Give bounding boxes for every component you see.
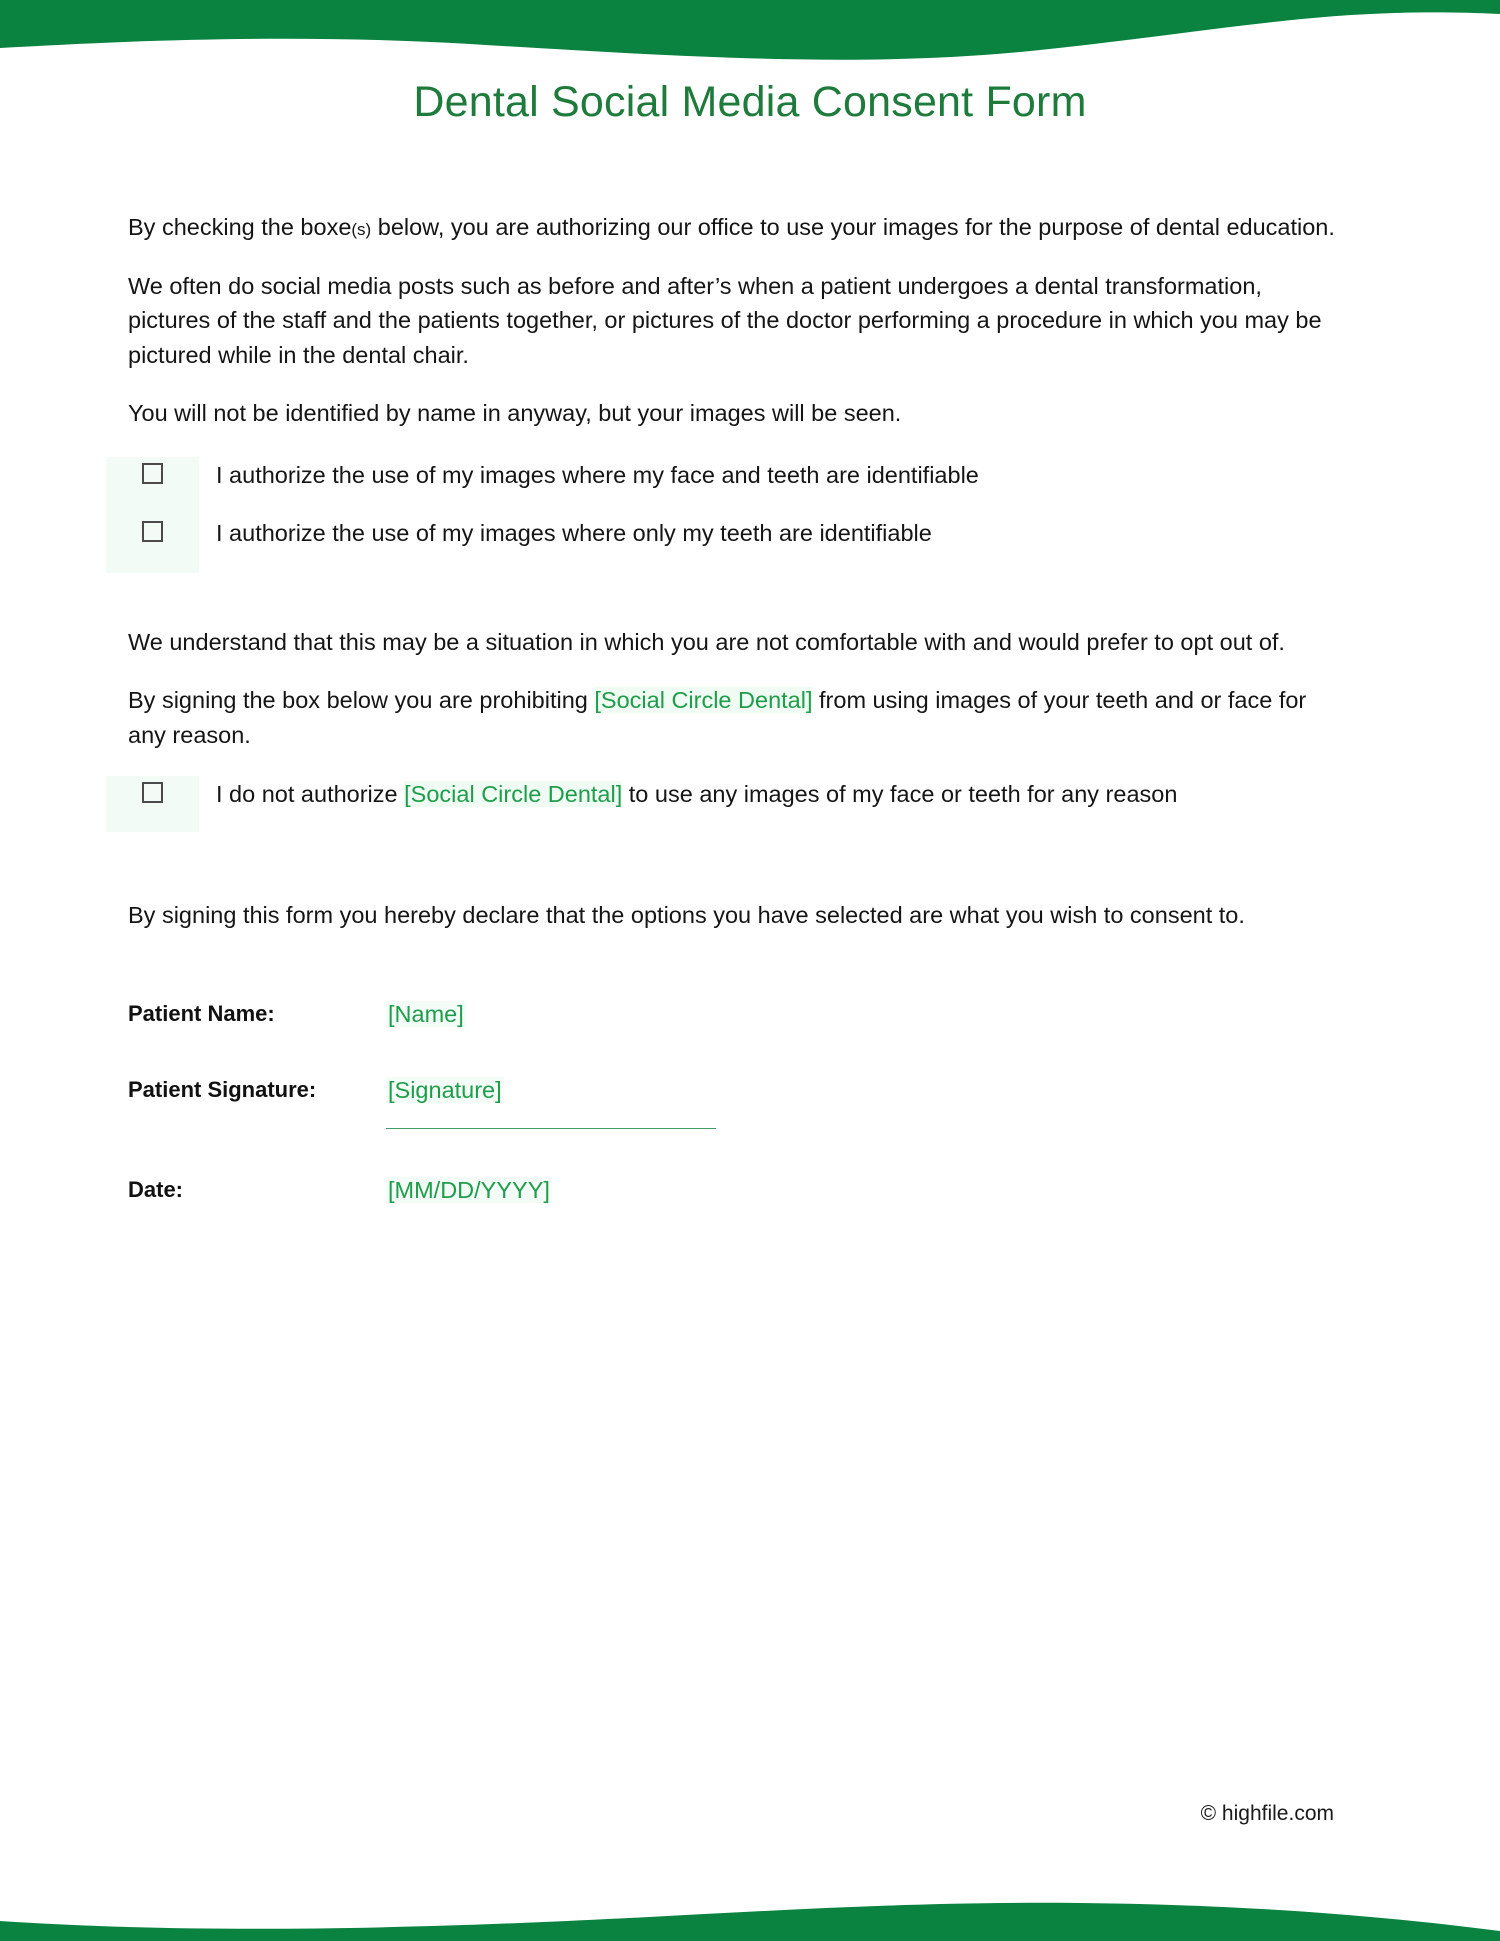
footer-copyright: © highfile.com [1200, 1802, 1334, 1825]
optout-label-before: I do not authorize [216, 781, 405, 808]
section-spacer [128, 858, 1336, 898]
consent-option-label-1: I authorize the use of my images where my face and teeth are identifiable [216, 461, 979, 488]
consent-option-label-2: I authorize the use of my images where only my teeth are identifiable [216, 519, 932, 546]
patient-signature-row [128, 1075, 1336, 1129]
checkbox-unchecked-icon[interactable] [142, 521, 163, 542]
checkbox-unchecked-icon[interactable] [142, 782, 163, 803]
optout-option-group [128, 776, 1336, 832]
checkbox-cell [128, 457, 216, 484]
date-field[interactable] [386, 1175, 716, 1206]
intro-p1-before: By checking the boxe [128, 214, 352, 240]
intro-paragraph-2: We often do social media posts such as before and after’s when a patient undergoes a dental transformation, pictures of the staff and the patients together, or pictures of the doctor performing a procedure in which you may be pictured while in the dental chair. [128, 272, 1322, 368]
optout-option-label [216, 776, 1177, 811]
page-title: Dental Social Media Consent Form [413, 78, 1087, 126]
practice-name-token: [Social Circle Dental] [594, 687, 813, 714]
patient-name-label: Patient Name: [128, 1000, 275, 1026]
optout-option-row[interactable] [128, 776, 1336, 832]
signature-underline [386, 1128, 716, 1130]
optout-label-after: to use any images of my face or teeth for any reason [622, 781, 1178, 808]
closing-paragraph: By signing this form you hereby declare that the options you have selected are what you wish to consent to. [128, 902, 1245, 929]
bottom-wave-decoration [0, 1851, 1500, 1941]
checkbox-cell [128, 776, 216, 803]
date-row [128, 1175, 1336, 1206]
checkbox-cell [128, 515, 216, 542]
consent-option-row-2[interactable] [128, 515, 1336, 573]
patient-signature-value[interactable]: [Signature] [388, 1077, 502, 1104]
top-wave-decoration [0, 0, 1500, 60]
patient-signature-field[interactable] [386, 1075, 716, 1129]
intro-p1-after: below, you are authorizing our office to use your images for the purpose of dental education. [371, 214, 1335, 240]
signature-block [128, 999, 1336, 1206]
middle-paragraph-4: We understand that this may be a situation in which you are not comfortable with and would prefer to opt out of. [128, 628, 1285, 655]
consent-option-row-1[interactable] [128, 457, 1336, 515]
checkbox-unchecked-icon[interactable] [142, 463, 163, 484]
middle-p5-after: from using images of your teeth and or face for any reason. [128, 687, 1307, 748]
date-label: Date: [128, 1177, 184, 1203]
practice-name-token: [Social Circle Dental] [404, 781, 623, 808]
patient-name-row [128, 999, 1336, 1030]
intro-p1-subscript: (s) [351, 220, 372, 239]
patient-name-value[interactable]: [Name] [388, 1000, 464, 1027]
middle-p5-before: By signing the box below you are prohibiting [128, 687, 595, 714]
middle-paragraph-5 [128, 683, 1336, 752]
patient-signature-label: Patient Signature: [128, 1077, 317, 1103]
consent-options-group [128, 457, 1336, 573]
patient-name-field[interactable] [386, 999, 716, 1030]
date-value[interactable]: [MM/DD/YYYY] [388, 1177, 550, 1204]
intro-paragraph-1 [128, 210, 1336, 245]
intro-paragraph-3: You will not be identified by name in anyway, but your images will be seen. [128, 400, 902, 427]
document-body [128, 210, 1336, 1252]
section-spacer [128, 573, 1336, 625]
